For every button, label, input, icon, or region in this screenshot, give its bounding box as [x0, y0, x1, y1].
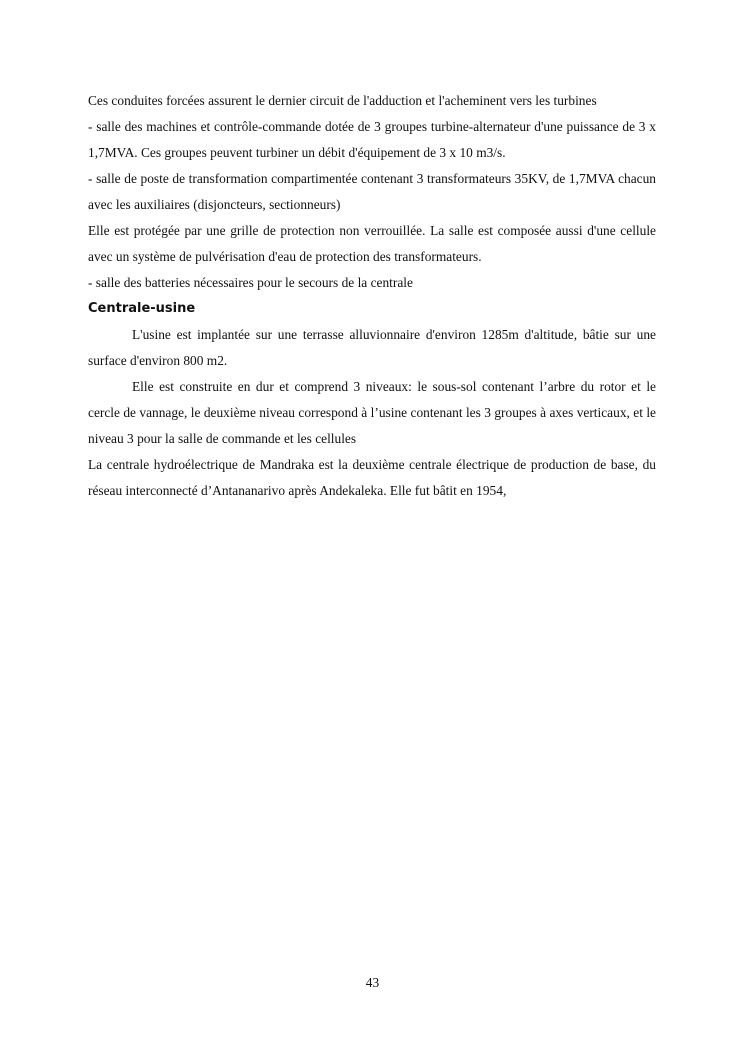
paragraph-protection-grid: Elle est protégée par une grille de protection non verrouillée. La salle est composée aussi d'une cellule avec un système de pulvérisation d'eau de protection des transformateurs. [88, 223, 656, 264]
page-body [88, 88, 656, 504]
paragraph-transformer-room: - salle de poste de transformation compartimentée contenant 3 transformateurs 35KV, de 1,7MVA chacun avec les auxiliaires (disjoncteurs, sectionneurs) [88, 171, 656, 212]
paragraph-mandraka: La centrale hydroélectrique de Mandraka est la deuxième centrale électrique de production de base, du réseau interconnecté d’Antananarivo après Andekaleka. Elle fut bâtit en 1954, [88, 457, 656, 498]
paragraph-plant-location: L'usine est implantée sur une terrasse alluvionnaire d'environ 1285m d'altitude, bâtie sur une surface d'environ 800 m2. [88, 327, 656, 368]
section-heading: Centrale-usine [88, 301, 196, 316]
paragraph-machine-room: - salle des machines et contrôle-commande dotée de 3 groupes turbine-alternateur d'une puissance de 3 x 1,7MVA. Ces groupes peuvent turbiner un débit d'équipement de 3 x 10 m3/s. [88, 119, 656, 160]
paragraph-penstocks: Ces conduites forcées assurent le dernier circuit de l'adduction et l'acheminent vers les turbines [88, 93, 597, 108]
paragraph-battery-room: - salle des batteries nécessaires pour le secours de la centrale [88, 275, 413, 290]
paragraph-plant-levels: Elle est construite en dur et comprend 3 niveaux: le sous-sol contenant l’arbre du rotor et le cercle de vannage, le deuxième niveau correspond à l’usine contenant les 3 groupes à axes verticaux, et le niveau 3 pour la salle de commande et les cellules [88, 379, 656, 446]
page-number: 43 [365, 975, 380, 990]
